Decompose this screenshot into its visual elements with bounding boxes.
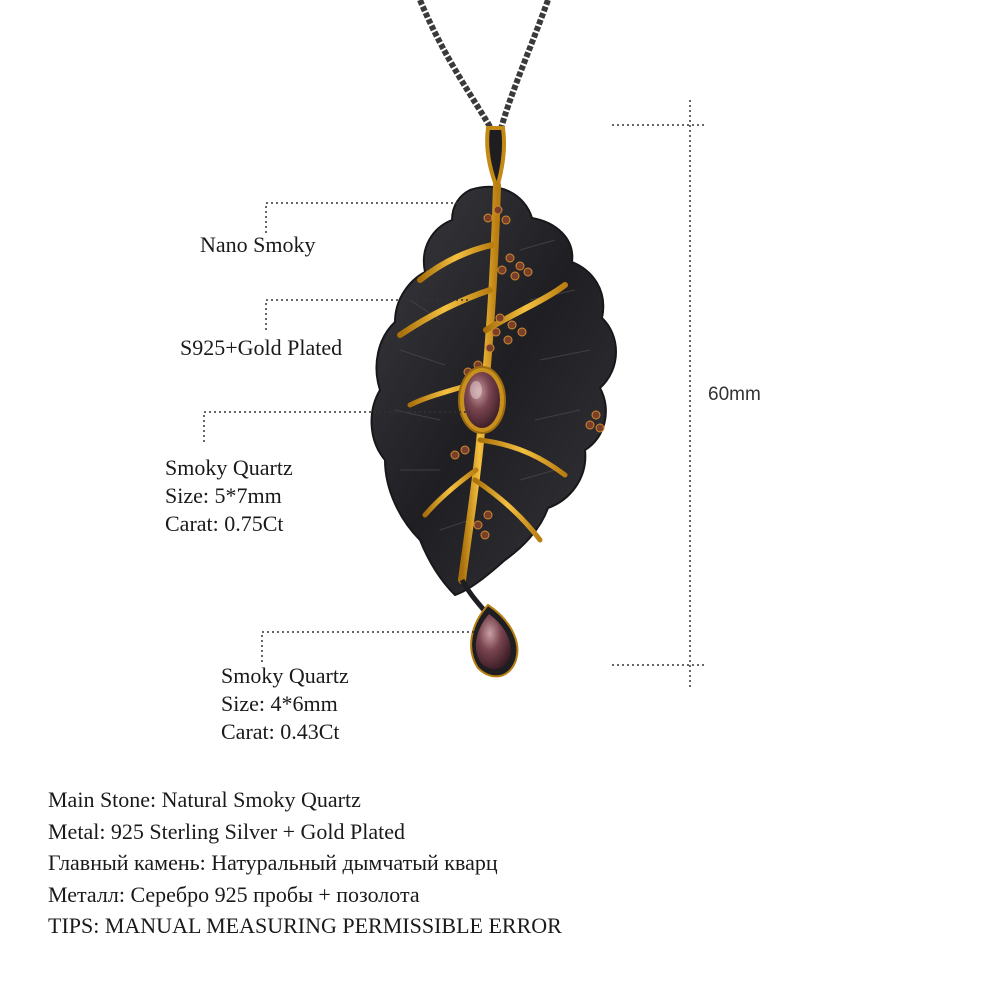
main-smoky-quartz [459,367,505,433]
spec-main-stone-ru: Главный камень: Натуральный дымчатый кварц [48,850,498,875]
drop-stone-size: Size: 4*6mm [221,691,338,716]
main-stone-size: Size: 5*7mm [165,483,282,508]
main-stone-name: Smoky Quartz [165,455,293,480]
callout-nano-label: Nano Smoky [200,232,316,257]
dimension-label: 60mm [708,384,761,405]
drop-smoky-quartz [471,605,517,676]
spec-main-stone: Main Stone: Natural Smoky Quartz [48,787,361,812]
callout-nano-smoky [200,231,316,259]
spec-tips: TIPS: MANUAL MEASURING PERMISSIBLE ERROR [48,913,562,938]
spec-metal-ru: Металл: Серебро 925 пробы + позолота [48,881,420,907]
drop-stone-carat: Carat: 0.43Ct [221,719,340,744]
bail [487,128,504,188]
spec-list [48,784,562,942]
callout-metal-label: S925+Gold Plated [180,335,343,360]
callout-main-stone [165,454,293,538]
dimension-marker [612,100,706,690]
chain [420,0,548,132]
main-stone-carat: Carat: 0.75Ct [165,511,284,536]
drop-stone-name: Smoky Quartz [221,663,349,688]
callout-drop-stone [221,662,349,746]
callout-metal [180,334,342,362]
spec-metal: Metal: 925 Sterling Silver + Gold Plated [48,818,406,844]
